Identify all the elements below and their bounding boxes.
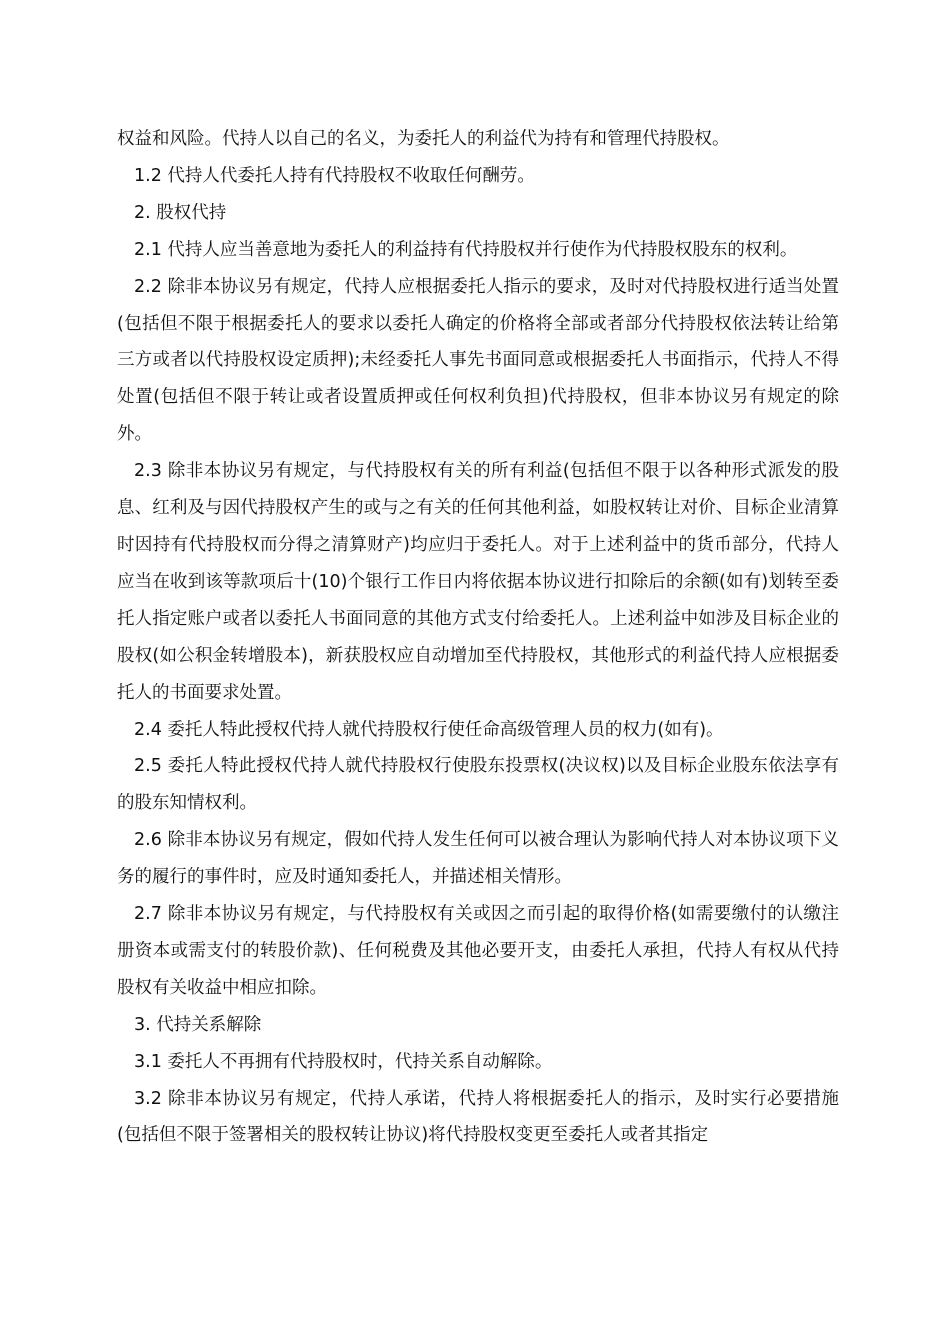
paragraph: 权益和风险。代持人以自己的名义，为委托人的利益代为持有和管理代持股权。 [117, 129, 730, 149]
paragraph: 3. 代持关系解除 [134, 1014, 262, 1035]
paragraph: 2.4 委托人特此授权代持人就代持股权行使任命高级管理人员的权力(如有)。 [134, 719, 724, 740]
paragraph: 2.3 除非本协议另有规定，与代持股权有关的所有利益(包括但不限于以各种形式派发的股息、红利及与因代持股权产生的或与之有关的任何其他利益，如股权转让对价、目标企业清算时因持有代持股权而分得之清算财产)均应归于委托人。对于上述利益中的货币部分，代持人应当在收到该等款项后十(10)个银行工作日内将依据本协议进行扣除后的余额(如有)划转至委托人指定账户或者以委托人书面同意的其他方式支付给委托人。上述利益中如涉及目标企业的股权(如公积金转增股本)，新获股权应自动增加至代持股权，其他形式的利益代持人应根据委托人的书面要求处置。 [117, 461, 839, 703]
paragraph: 1.2 代持人代委托人持有代持股权不收取任何酬劳。 [134, 165, 535, 186]
paragraph: 2.1 代持人应当善意地为委托人的利益持有代持股权并行使作为代持股权股东的权利。 [134, 239, 798, 260]
paragraph: 2.5 委托人特此授权代持人就代持股权行使股东投票权(决议权)以及目标企业股东依法享有的股东知情权利。 [117, 756, 839, 814]
paragraph: 3.2 除非本协议另有规定，代持人承诺，代持人将根据委托人的指示，及时实行必要措施(包括但不限于签署相关的股权转让协议)将代持股权变更至委托人或者其指定 [117, 1088, 839, 1146]
paragraph: 2.7 除非本协议另有规定，与代持股权有关或因之而引起的取得价格(如需要缴付的认缴注册资本或需支付的转股价款)、任何税费及其他必要开支，由委托人承担，代持人有权从代持股权有关收益中相应扣除。 [117, 904, 839, 998]
paragraph: 2.2 除非本协议另有规定，代持人应根据委托人指示的要求，及时对代持股权进行适当处置(包括但不限于根据委托人的要求以委托人确定的价格将全部或者部分代持股权依法转让给第三方或者以代持股权设定质押);未经委托人事先书面同意或根据委托人书面指示，代持人不得处置(包括但不限于转让或者设置质押或任何权利负担)代持股权，但非本协议另有规定的除外。 [117, 276, 839, 445]
paragraph: 2. 股权代持 [134, 202, 227, 223]
paragraph: 2.6 除非本协议另有规定，假如代持人发生任何可以被合理认为影响代持人对本协议项下义务的履行的事件时，应及时通知委托人，并描述相关情形。 [117, 830, 839, 888]
paragraph: 3.1 委托人不再拥有代持股权时，代持关系自动解除。 [134, 1051, 553, 1072]
document-body [117, 121, 839, 1154]
